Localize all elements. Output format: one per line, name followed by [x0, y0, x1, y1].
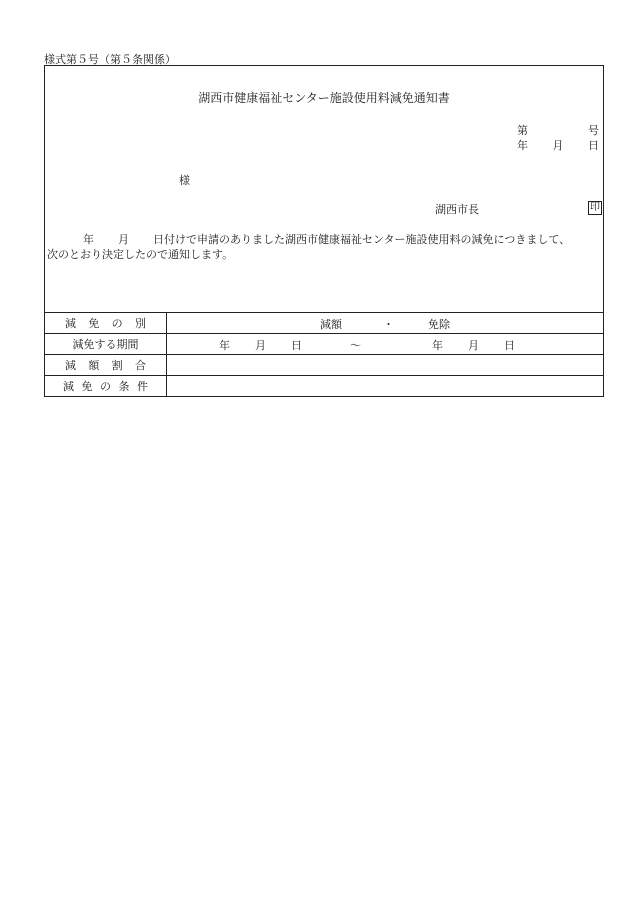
- reduction-details-table: [44, 312, 604, 397]
- issue-month-label: 月: [552, 139, 564, 152]
- table-row: [45, 313, 604, 334]
- body-month-label: 月: [118, 233, 129, 246]
- reduction-type-value: [167, 313, 604, 334]
- notice-body: [47, 232, 599, 262]
- conditions-value: [167, 376, 604, 397]
- body-line2: 次のとおり決定したので通知します。: [47, 248, 234, 261]
- period-start-year: 年: [219, 339, 230, 352]
- seal-mark: 印: [590, 202, 600, 213]
- option-reduce: 減額: [320, 318, 342, 331]
- option-separator: ・: [383, 318, 394, 331]
- period-tilde: ～: [350, 339, 361, 352]
- reduction-rate-value: [167, 355, 604, 376]
- period-start-day: 日: [291, 339, 302, 352]
- number-suffix: 号: [588, 124, 599, 137]
- row-label-conditions: 減 免 の 条 件: [45, 376, 167, 397]
- number-prefix: 第: [517, 124, 528, 137]
- table-row: [45, 334, 604, 355]
- issuer-mayor: 湖西市長: [435, 203, 479, 216]
- issue-year-label: 年: [517, 139, 528, 152]
- body-line1: 日付けで申請のありました湖西市健康福祉センター施設使用料の減免につきまして、: [153, 233, 571, 246]
- period-start-month: 月: [255, 339, 266, 352]
- option-exempt: 免除: [428, 318, 450, 331]
- row-label-reduction-type: 減 免 の 別: [45, 313, 167, 334]
- row-label-period: 減免する期間: [45, 334, 167, 355]
- issue-date-line: [517, 137, 599, 153]
- form-label: 様式第５号（第５条関係）: [44, 53, 176, 66]
- body-year-label: 年: [83, 233, 94, 246]
- row-label-reduction-rate: 減 額 割 合: [45, 355, 167, 376]
- period-value: [167, 334, 604, 355]
- document-title: 湖西市健康福祉センター施設使用料減免通知書: [198, 91, 450, 105]
- period-end-year: 年: [432, 339, 443, 352]
- period-end-month: 月: [468, 339, 479, 352]
- addressee-honorific: 様: [179, 174, 190, 187]
- table-row: [45, 355, 604, 376]
- document-number-line: [517, 122, 599, 138]
- table-row: [45, 376, 604, 397]
- issue-day-label: 日: [588, 139, 599, 152]
- period-end-day: 日: [504, 339, 515, 352]
- notice-frame: [44, 65, 604, 313]
